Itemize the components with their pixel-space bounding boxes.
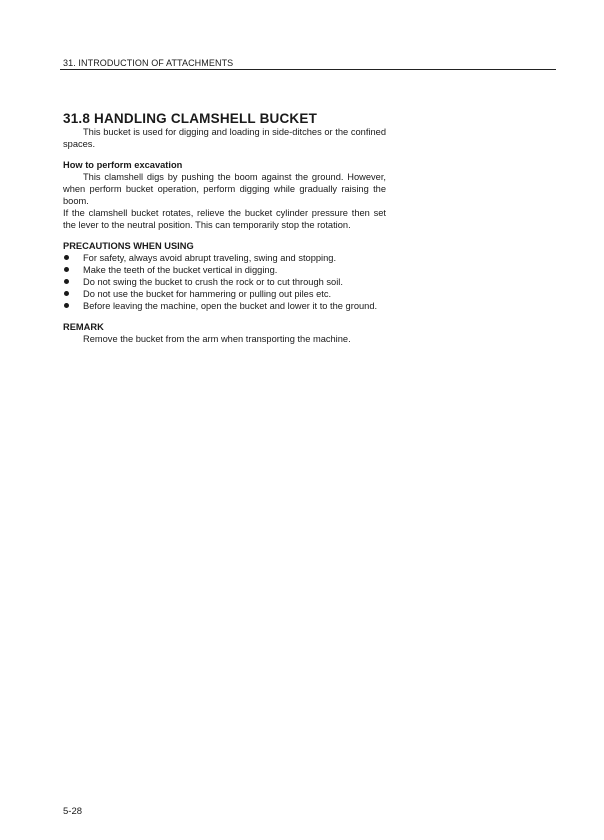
remark-text: Remove the bucket from the arm when transporting the machine. [83,334,351,344]
bullet-icon [64,279,69,284]
bullet-icon [64,303,69,308]
list-item-text: Make the teeth of the bucket vertical in digging. [83,265,278,275]
bullet-icon [64,267,69,272]
excavation-heading: How to perform excavation [63,160,183,170]
list-item-text: Do not swing the bucket to crush the rock or to cut through soil. [83,277,343,287]
section-intro: This bucket is used for digging and loading in side-ditches or the confined spaces. [63,127,386,149]
bullet-icon [64,255,69,260]
list-item [63,252,386,264]
header-label: 31. INTRODUCTION OF ATTACHMENTS [63,58,234,68]
precautions-heading: PRECAUTIONS WHEN USING [63,241,194,251]
page-number: 5-28 [63,806,83,817]
list-item [63,300,386,312]
precautions-list [63,252,386,312]
list-item-text: Before leaving the machine, open the bucket and lower it to the ground. [83,301,378,311]
list-item-text: For safety, always avoid abrupt traveling, swing and stopping. [83,253,337,263]
excavation-paragraph: If the clamshell bucket rotates, relieve the bucket cylinder pressure then set the lever to the neutral position. This can temporarily stop the rotation. [63,208,386,230]
excavation-paragraph: This clamshell digs by pushing the boom against the ground. However, when perform bucket operation, perform digging while gradually raising the boom. [63,172,386,206]
list-item [63,276,386,288]
page-content [63,111,386,345]
bullet-icon [64,291,69,296]
list-item [63,264,386,276]
section-title: 31.8 HANDLING CLAMSHELL BUCKET [63,111,318,126]
list-item-text: Do not use the bucket for hammering or pulling out piles etc. [83,289,332,299]
list-item [63,288,386,300]
remark-heading: REMARK [63,322,104,332]
header-rule [60,69,556,70]
